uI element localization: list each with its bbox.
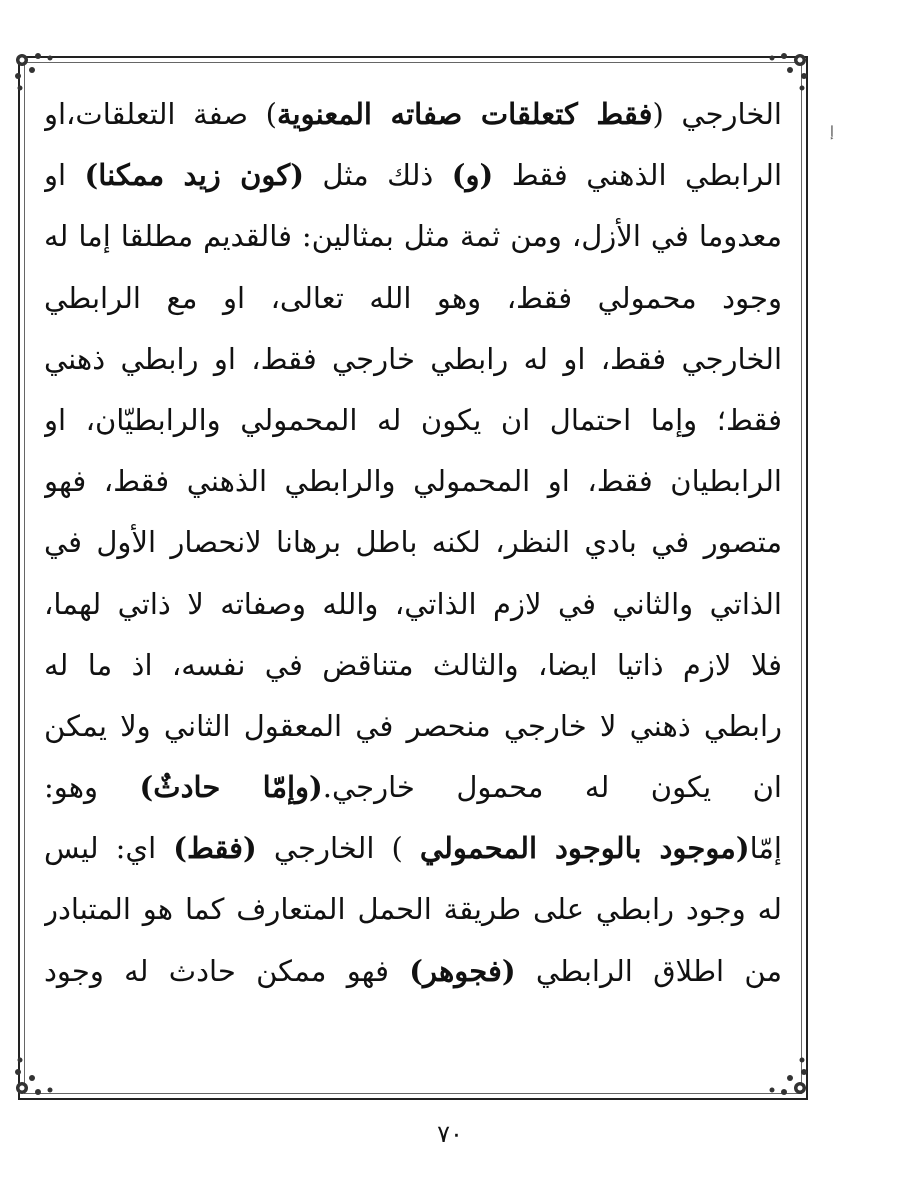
text-segment: فقط؛ وإما احتمال ان يكون له المحمولي والرابطيّان، او [44, 402, 782, 437]
text-segment: الذاتي والثاني في لازم الذاتي، والله وصفاته لا ذاتي لهما، [44, 586, 782, 621]
bold-text-segment: (وإمّا حادثٌ) [139, 770, 323, 805]
text-line [44, 206, 782, 267]
text-segment: معدوما في الأزل، ومن ثمة مثل بمثالين: فالقديم مطلقا إما له [44, 219, 782, 254]
bold-text-segment: (فقط) [173, 831, 257, 866]
text-line [44, 390, 782, 451]
bold-text-segment: (فجوهر) [409, 953, 516, 988]
text-segment: من اطلاق الرابطي [515, 953, 782, 988]
text-segment: وجود محمولي فقط، وهو الله تعالى، او مع الرابطي [44, 280, 782, 315]
text-segment: او [44, 158, 85, 193]
text-line [44, 512, 782, 573]
text-line [44, 818, 782, 879]
text-line [44, 451, 782, 512]
text-segment: ) صفة التعلقات،او [44, 97, 277, 131]
text-segment: ان يكون له محمول خارجي. [322, 770, 782, 805]
text-segment: له وجود رابطي على طريقة الحمل المتعارف كما هو المتبادر [44, 892, 782, 927]
page-number: ٧٠ [437, 1120, 463, 1148]
text-segment: رابطي ذهني لا خارجي منحصر في المعقول الثاني ولا يمكن [44, 708, 782, 743]
text-segment: ذلك مثل [303, 158, 452, 193]
text-segment: وهو: [44, 770, 140, 805]
text-segment: الرابطيان فقط، او المحمولي والرابطي الذهني فقط، فهو [44, 464, 782, 499]
text-line [44, 635, 782, 696]
text-line [44, 696, 782, 757]
text-line [44, 84, 782, 145]
text-segment: إمّا [749, 831, 782, 866]
text-segment: ) الخارجي [256, 831, 420, 866]
text-line [44, 145, 782, 206]
text-segment: فلا لازم ذاتيا ايضا، والثالث متناقض في نفسه، اذ ما له [44, 647, 782, 682]
ornament-corner-bottom-right-icon [756, 1044, 812, 1100]
text-segment: الخارجي فقط، او له رابطي خارجي فقط، او رابطي ذهني [44, 341, 782, 376]
text-segment: اي: ليس [44, 831, 174, 866]
text-segment: فهو ممكن حادث له وجود [44, 953, 410, 988]
bold-text-segment: (موجود بالوجود المحمولي [419, 831, 750, 866]
text-line [44, 268, 782, 329]
text-line [44, 574, 782, 635]
text-segment: الخارجي ( [652, 97, 782, 131]
bold-text-segment: (كون زيد ممكنا) [84, 158, 304, 193]
text-line [44, 879, 782, 940]
text-line [44, 941, 782, 1002]
text-line [44, 757, 782, 818]
ornament-corner-bottom-left-icon [10, 1044, 66, 1100]
margin-mark: إ [830, 124, 834, 140]
body-text [44, 84, 782, 1002]
text-segment: الرابطي الذهني فقط [493, 158, 782, 193]
text-line [44, 329, 782, 390]
text-segment: متصور في بادي النظر، لكنه باطل برهانا لانحصار الأول في [44, 525, 782, 560]
bold-text-segment: (و) [451, 158, 494, 193]
bold-text-segment: فقط كتعلقات صفاته المعنوية [276, 97, 653, 131]
